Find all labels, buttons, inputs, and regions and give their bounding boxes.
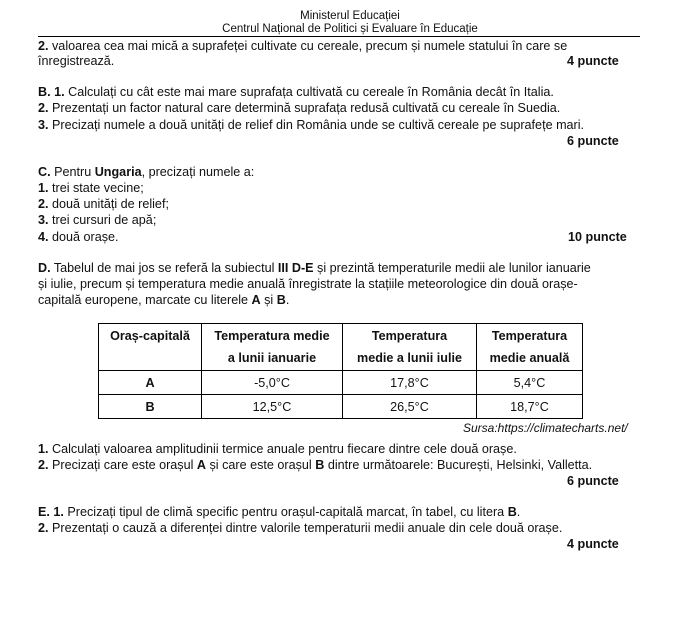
center-header: Centrul Național de Politici și Evaluare în Educație bbox=[222, 23, 478, 35]
ministry-header: Ministerul Educației bbox=[300, 10, 400, 22]
section-c-points: 10 puncte bbox=[568, 230, 627, 244]
table-row bbox=[99, 371, 583, 395]
c-item-4: 4. două orașe. bbox=[38, 230, 119, 244]
b3-line: 3. Precizați numele a două unități de relief din România unde se cultivă cereale pe suprafețe mari. bbox=[38, 118, 585, 132]
c-item-3: 3. trei cursuri de apă; bbox=[38, 213, 157, 227]
header-jul-temp: Temperatura medie a lunii iulie bbox=[343, 324, 477, 371]
section-a-points: 4 puncte bbox=[567, 54, 619, 68]
section-d-points: 6 puncte bbox=[567, 474, 619, 488]
header-annual-temp: Temperatura medie anuală bbox=[477, 324, 583, 371]
row-a-jul: 17,8°C bbox=[343, 371, 477, 395]
row-a-jan: -5,0°C bbox=[202, 371, 343, 395]
a2-line1: 2. valoarea cea mai mică a suprafeței cultivate cu cereale, precum și numele statului în care se bbox=[38, 39, 568, 53]
section-e-points: 4 puncte bbox=[567, 537, 619, 551]
header-rule bbox=[38, 36, 640, 37]
row-a-city: A bbox=[99, 371, 202, 395]
table-header-row bbox=[99, 324, 583, 371]
header-jan-temp: Temperatura medie a lunii ianuarie bbox=[202, 324, 343, 371]
b2-line: 2. Prezentați un factor natural care determină suprafața redusă cultivată cu cereale în Suedia. bbox=[38, 101, 561, 115]
a2-line2: înregistrează. bbox=[38, 54, 115, 68]
d-q1: 1. Calculați valoarea amplitudinii termice anuale pentru fiecare dintre cele două orașe. bbox=[38, 442, 517, 456]
row-b-city: B bbox=[99, 395, 202, 419]
e2-line: 2. Prezentați o cauză a diferenței dintre valorile temperaturii medii anuale din cele două orașe. bbox=[38, 521, 563, 535]
d-para-line2: și iulie, precum și temperatura medie anuală înregistrate la stațiile meteorologice din două orașe- bbox=[38, 277, 578, 291]
temperature-table bbox=[98, 323, 583, 419]
c-intro: C. Pentru Ungaria, precizați numele a: bbox=[38, 165, 255, 179]
row-b-jan: 12,5°C bbox=[202, 395, 343, 419]
section-b-points: 6 puncte bbox=[567, 134, 619, 148]
row-a-annual: 5,4°C bbox=[477, 371, 583, 395]
b1-line: B. 1. Calculați cu cât este mai mare suprafața cultivată cu cereale în România decât în Italia. bbox=[38, 85, 554, 99]
d-para-line1: D. Tabelul de mai jos se referă la subiectul III D-E și prezintă temperaturile medii ale lunilor ianuarie bbox=[38, 261, 591, 275]
c-item-1: 1. trei state vecine; bbox=[38, 181, 144, 195]
table-source: Sursa:https://climatecharts.net/ bbox=[463, 421, 628, 435]
header-city: Oraș-capitală bbox=[99, 324, 202, 371]
d-para-line3: capitală europene, marcate cu literele A și B. bbox=[38, 293, 290, 307]
e1-line: E. 1. Precizați tipul de climă specific pentru orașul-capitală marcat, în tabel, cu litera B. bbox=[38, 505, 521, 519]
d-q2: 2. Precizați care este orașul A și care este orașul B dintre următoarele: București, Helsinki, Valletta. bbox=[38, 458, 593, 472]
row-b-annual: 18,7°C bbox=[477, 395, 583, 419]
table-row bbox=[99, 395, 583, 419]
c-item-2: 2. două unități de relief; bbox=[38, 197, 169, 211]
row-b-jul: 26,5°C bbox=[343, 395, 477, 419]
